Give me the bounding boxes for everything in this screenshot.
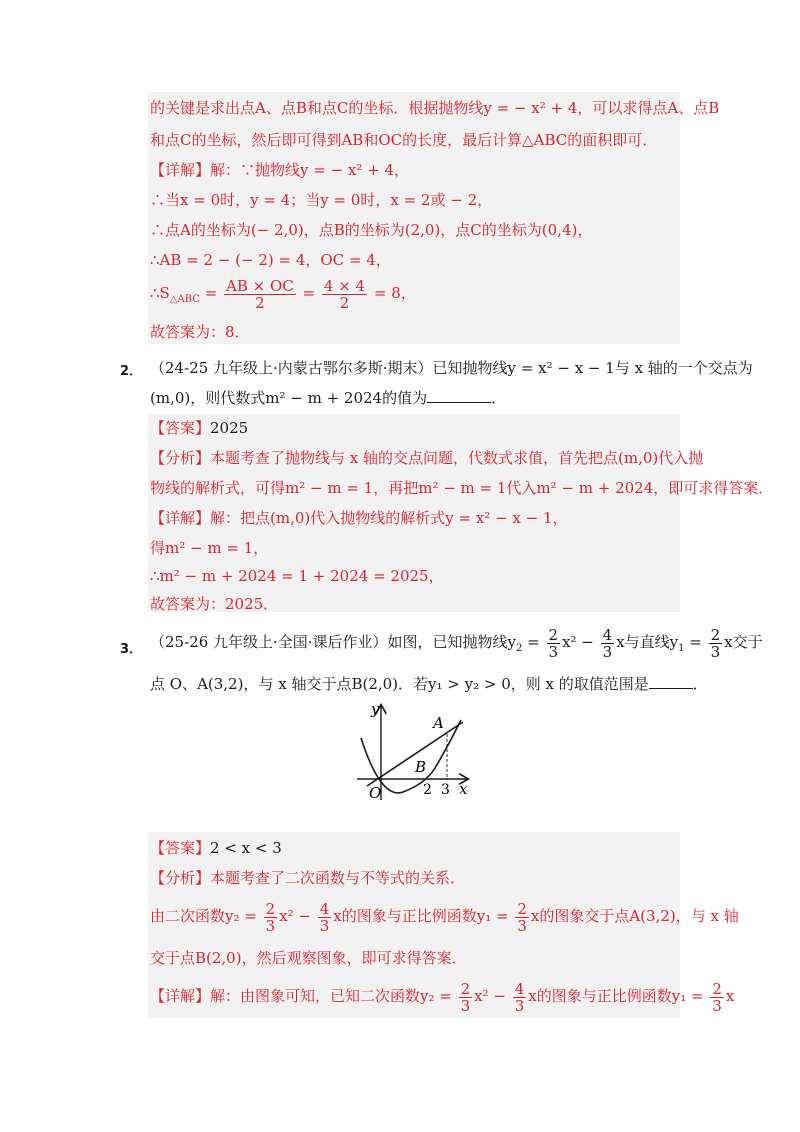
tick-2-label: 2 bbox=[423, 782, 432, 798]
q3-detail-line1: 【详解】解：由图象可知，已知二次函数y₂ = $\frac{2}{3}$ x² − $\frac{4}{3}$ x的图象与正比例函数y₁ = $\frac{2}{3}$ x bbox=[150, 979, 735, 1015]
q3-number: 3． bbox=[120, 642, 143, 657]
q1-detail-line3: ∴点A的坐标为(− 2,0)，点B的坐标为(2,0)，点C的坐标为(0,4)， bbox=[150, 221, 593, 239]
q1-area-formula: $\therefore S_{\triangle ABC}$ = $\frac{AB \times OC}{2}$ = $\frac{4 \times 4}{2}$ = 8， bbox=[150, 276, 416, 312]
q3-answer: 【答案】2 < x < 3 bbox=[150, 839, 282, 857]
fraction: $\frac{2}{3}$ bbox=[548, 625, 559, 661]
fraction: $\frac{2}{3}$ bbox=[710, 625, 721, 661]
fraction: $\frac{4 \times 4}{2}$ bbox=[323, 276, 366, 312]
q1-analysis-line2: 和点C的坐标，然后即可得到AB和OC的长度，最后计算△ABC的面积即可． bbox=[150, 131, 658, 149]
q1-answer-line: 故答案为：8． bbox=[150, 323, 250, 341]
x-axis-label: x bbox=[459, 780, 468, 798]
q2-detail-line2: 得m² − m = 1， bbox=[150, 539, 269, 557]
q1-detail-line2: ∴当x = 0时，y = 4；当y = 0时，x = 2或 − 2， bbox=[150, 191, 493, 209]
fraction: $\frac{2}{3}$ bbox=[712, 979, 722, 1015]
q2-question-line2: (m,0)，则代数式m² − m + 2024的值为 ． bbox=[150, 389, 507, 407]
fraction: $\frac{2}{3}$ bbox=[517, 899, 527, 935]
q3-analysis-line2: 由二次函数y₂ = $\frac{2}{3}$ x² − $\frac{4}{3}$ x的图象与正比例函数y₁ = $\frac{2}{3}$ x的图象交于点A(3,2)，与 x 轴 bbox=[150, 899, 739, 935]
q2-number: 2． bbox=[120, 364, 143, 379]
q3-question-line2: 点 O、A(3,2)，与 x 轴交于点B(2,0)．若y₁ > y₂ > 0，则 x 的取值范围是 ． bbox=[150, 675, 708, 693]
y-axis-label: y bbox=[371, 700, 380, 718]
q1-detail-line4: ∴AB = 2 − (− 2) = 4，OC = 4， bbox=[150, 251, 391, 269]
q1-detail-line1: 【详解】解：∵抛物线y = − x² + 4， bbox=[150, 161, 410, 179]
q2-answer: 【答案】2025 bbox=[150, 419, 249, 437]
answer-blank bbox=[649, 688, 693, 689]
detail-tag: 【详解】 bbox=[150, 161, 211, 179]
fraction: $\frac{AB \times OC}{2}$ bbox=[226, 276, 294, 312]
point-b-label: B bbox=[415, 758, 427, 776]
answer-blank bbox=[427, 402, 491, 403]
q3-analysis-line1: 【分析】本题考查了二次函数与不等式的关系． bbox=[150, 869, 466, 887]
q2-detail-line4: 故答案为：2025． bbox=[150, 595, 279, 613]
point-a-label: A bbox=[433, 714, 444, 732]
q2-analysis-line2: 物线的解析式，可得m² − m = 1，再把m² − m = 1代入m² − m + 2024，即可求得答案． bbox=[150, 479, 774, 497]
q3-analysis-line3: 交于点B(2,0)，然后观察图象，即可求得答案． bbox=[150, 949, 467, 967]
tick-3-label: 3 bbox=[441, 782, 450, 798]
fraction: $\frac{4}{3}$ bbox=[514, 979, 525, 1015]
fraction: $\frac{2}{3}$ bbox=[460, 979, 471, 1015]
fraction: $\frac{4}{3}$ bbox=[319, 899, 330, 935]
origin-label: O bbox=[369, 784, 382, 802]
q2-analysis-line1: 【分析】本题考查了抛物线与 x 轴的交点问题，代数式求值，首先把点(m,0)代入抛 bbox=[150, 449, 704, 467]
function-graph bbox=[355, 700, 485, 804]
q1-analysis-line1: 的关键是求出点A、点B和点C的坐标．根据抛物线y = − x² + 4，可以求得点A、点B bbox=[150, 99, 720, 117]
fraction: $\frac{2}{3}$ bbox=[265, 899, 276, 935]
q3-question-line1: （25-26 九年级上·全国·课后作业）如图，已知抛物线$y_2$ = $\frac{2}{3}$ x² − $\frac{4}{3}$ x与直线$y_1$ = $\frac{2}{3}$ x交于 bbox=[150, 625, 763, 661]
q2-detail-line1: 【详解】解：把点(m,0)代入抛物线的解析式y = x² − x − 1， bbox=[150, 509, 568, 527]
q2-detail-line3: ∴m² − m + 2024 = 1 + 2024 = 2025， bbox=[150, 567, 444, 585]
q2-question-line1: （24-25 九年级上·内蒙古鄂尔多斯·期末）已知抛物线y = x² − x − 1与 x 轴的一个交点为 bbox=[150, 359, 753, 377]
fraction: $\frac{4}{3}$ bbox=[602, 625, 613, 661]
